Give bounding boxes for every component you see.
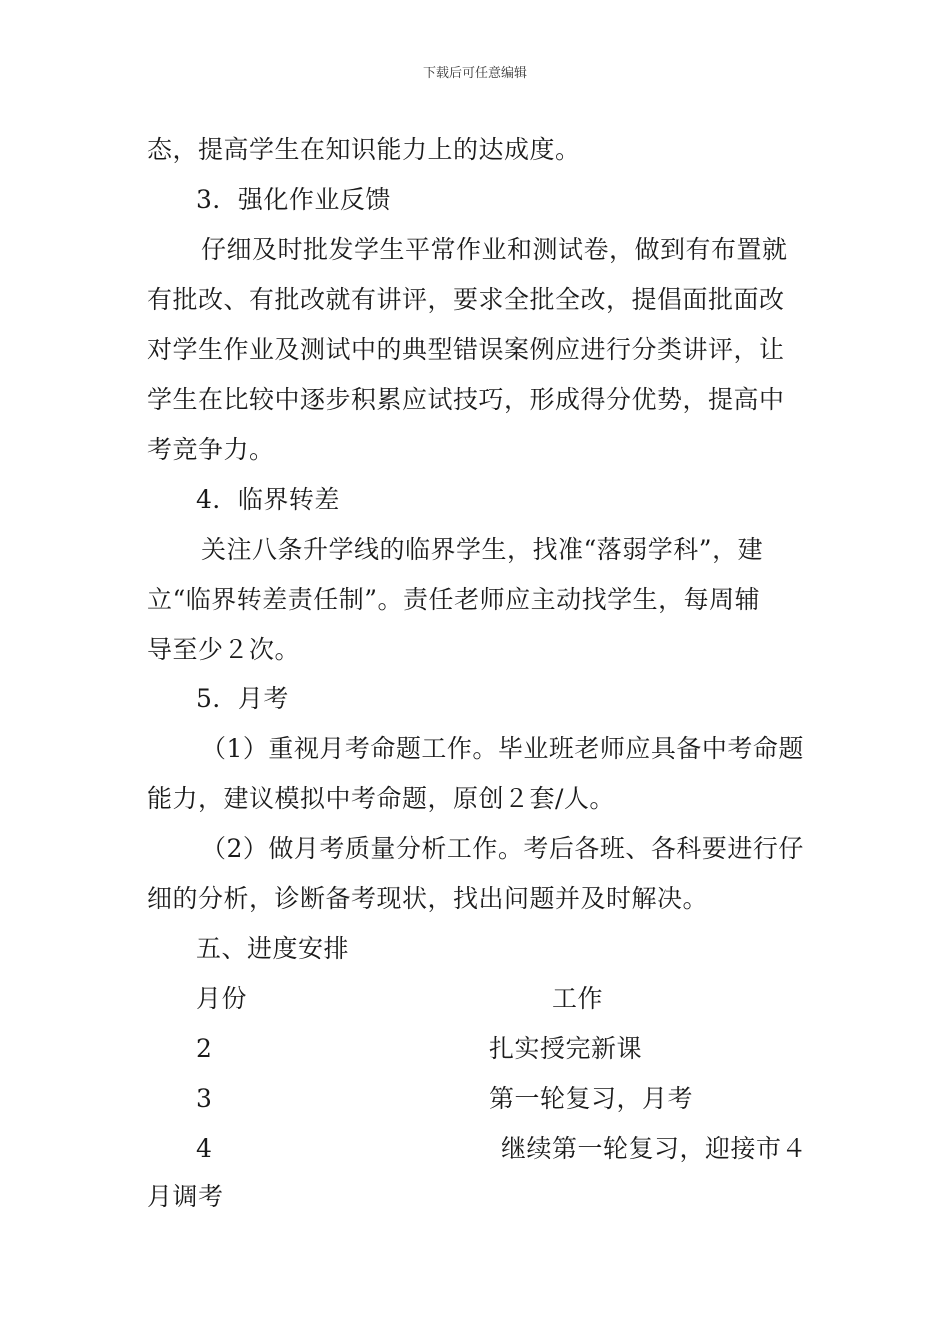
paragraph-line: 导至少２次。: [147, 635, 301, 664]
paragraph-line: （2）做月考质量分析工作。考后各班、各科要进行仔: [201, 834, 804, 863]
paragraph-line: 仔细及时批发学生平常作业和测试卷，做到有布置就: [201, 235, 788, 264]
paragraph-line: 有批改、有批改就有讲评，要求全批全改，提倡面批面改: [147, 285, 785, 314]
section-heading: 5．月考: [196, 684, 289, 713]
paragraph-line: 态，提高学生在知识能力上的达成度。: [147, 135, 581, 164]
schedule-row-month: 2: [196, 1034, 213, 1063]
schedule-row-month: 3: [196, 1084, 213, 1113]
section-heading: 3．强化作业反馈: [196, 185, 391, 214]
page-header: 下载后可任意编辑: [422, 66, 527, 81]
schedule-header-month: 月份: [196, 984, 248, 1013]
paragraph-line: 对学生作业及测试中的典型错误案例应进行分类讲评，让: [147, 335, 785, 364]
paragraph-line: 关注八条升学线的临界学生，找准“落弱学科”，建: [201, 535, 764, 564]
section-heading: 4．临界转差: [196, 485, 340, 514]
paragraph-line: 细的分析，诊断备考现状，找出问题并及时解决。: [147, 884, 709, 913]
schedule-header-work: 工作: [552, 984, 604, 1013]
section-heading: 五、进度安排: [196, 934, 350, 963]
schedule-row-month: 4: [196, 1134, 213, 1163]
paragraph-line: 学生在比较中逐步积累应试技巧，形成得分优势，提高中: [147, 385, 785, 414]
schedule-row-work: 第一轮复习，月考: [489, 1084, 694, 1113]
paragraph-line: 考竞争力。: [147, 435, 275, 464]
paragraph-line: 立“临界转差责任制”。责任老师应主动找学生，每周辅: [147, 585, 761, 614]
schedule-row-work: 扎实授完新课: [489, 1034, 643, 1063]
paragraph-line: （1）重视月考命题工作。毕业班老师应具备中考命题: [201, 734, 804, 763]
schedule-row-work: 继续第一轮复习，迎接市４: [501, 1134, 808, 1163]
paragraph-line: 能力，建议模拟中考命题，原创２套/人。: [147, 784, 615, 813]
schedule-row-work-continuation: 月调考: [147, 1182, 224, 1211]
